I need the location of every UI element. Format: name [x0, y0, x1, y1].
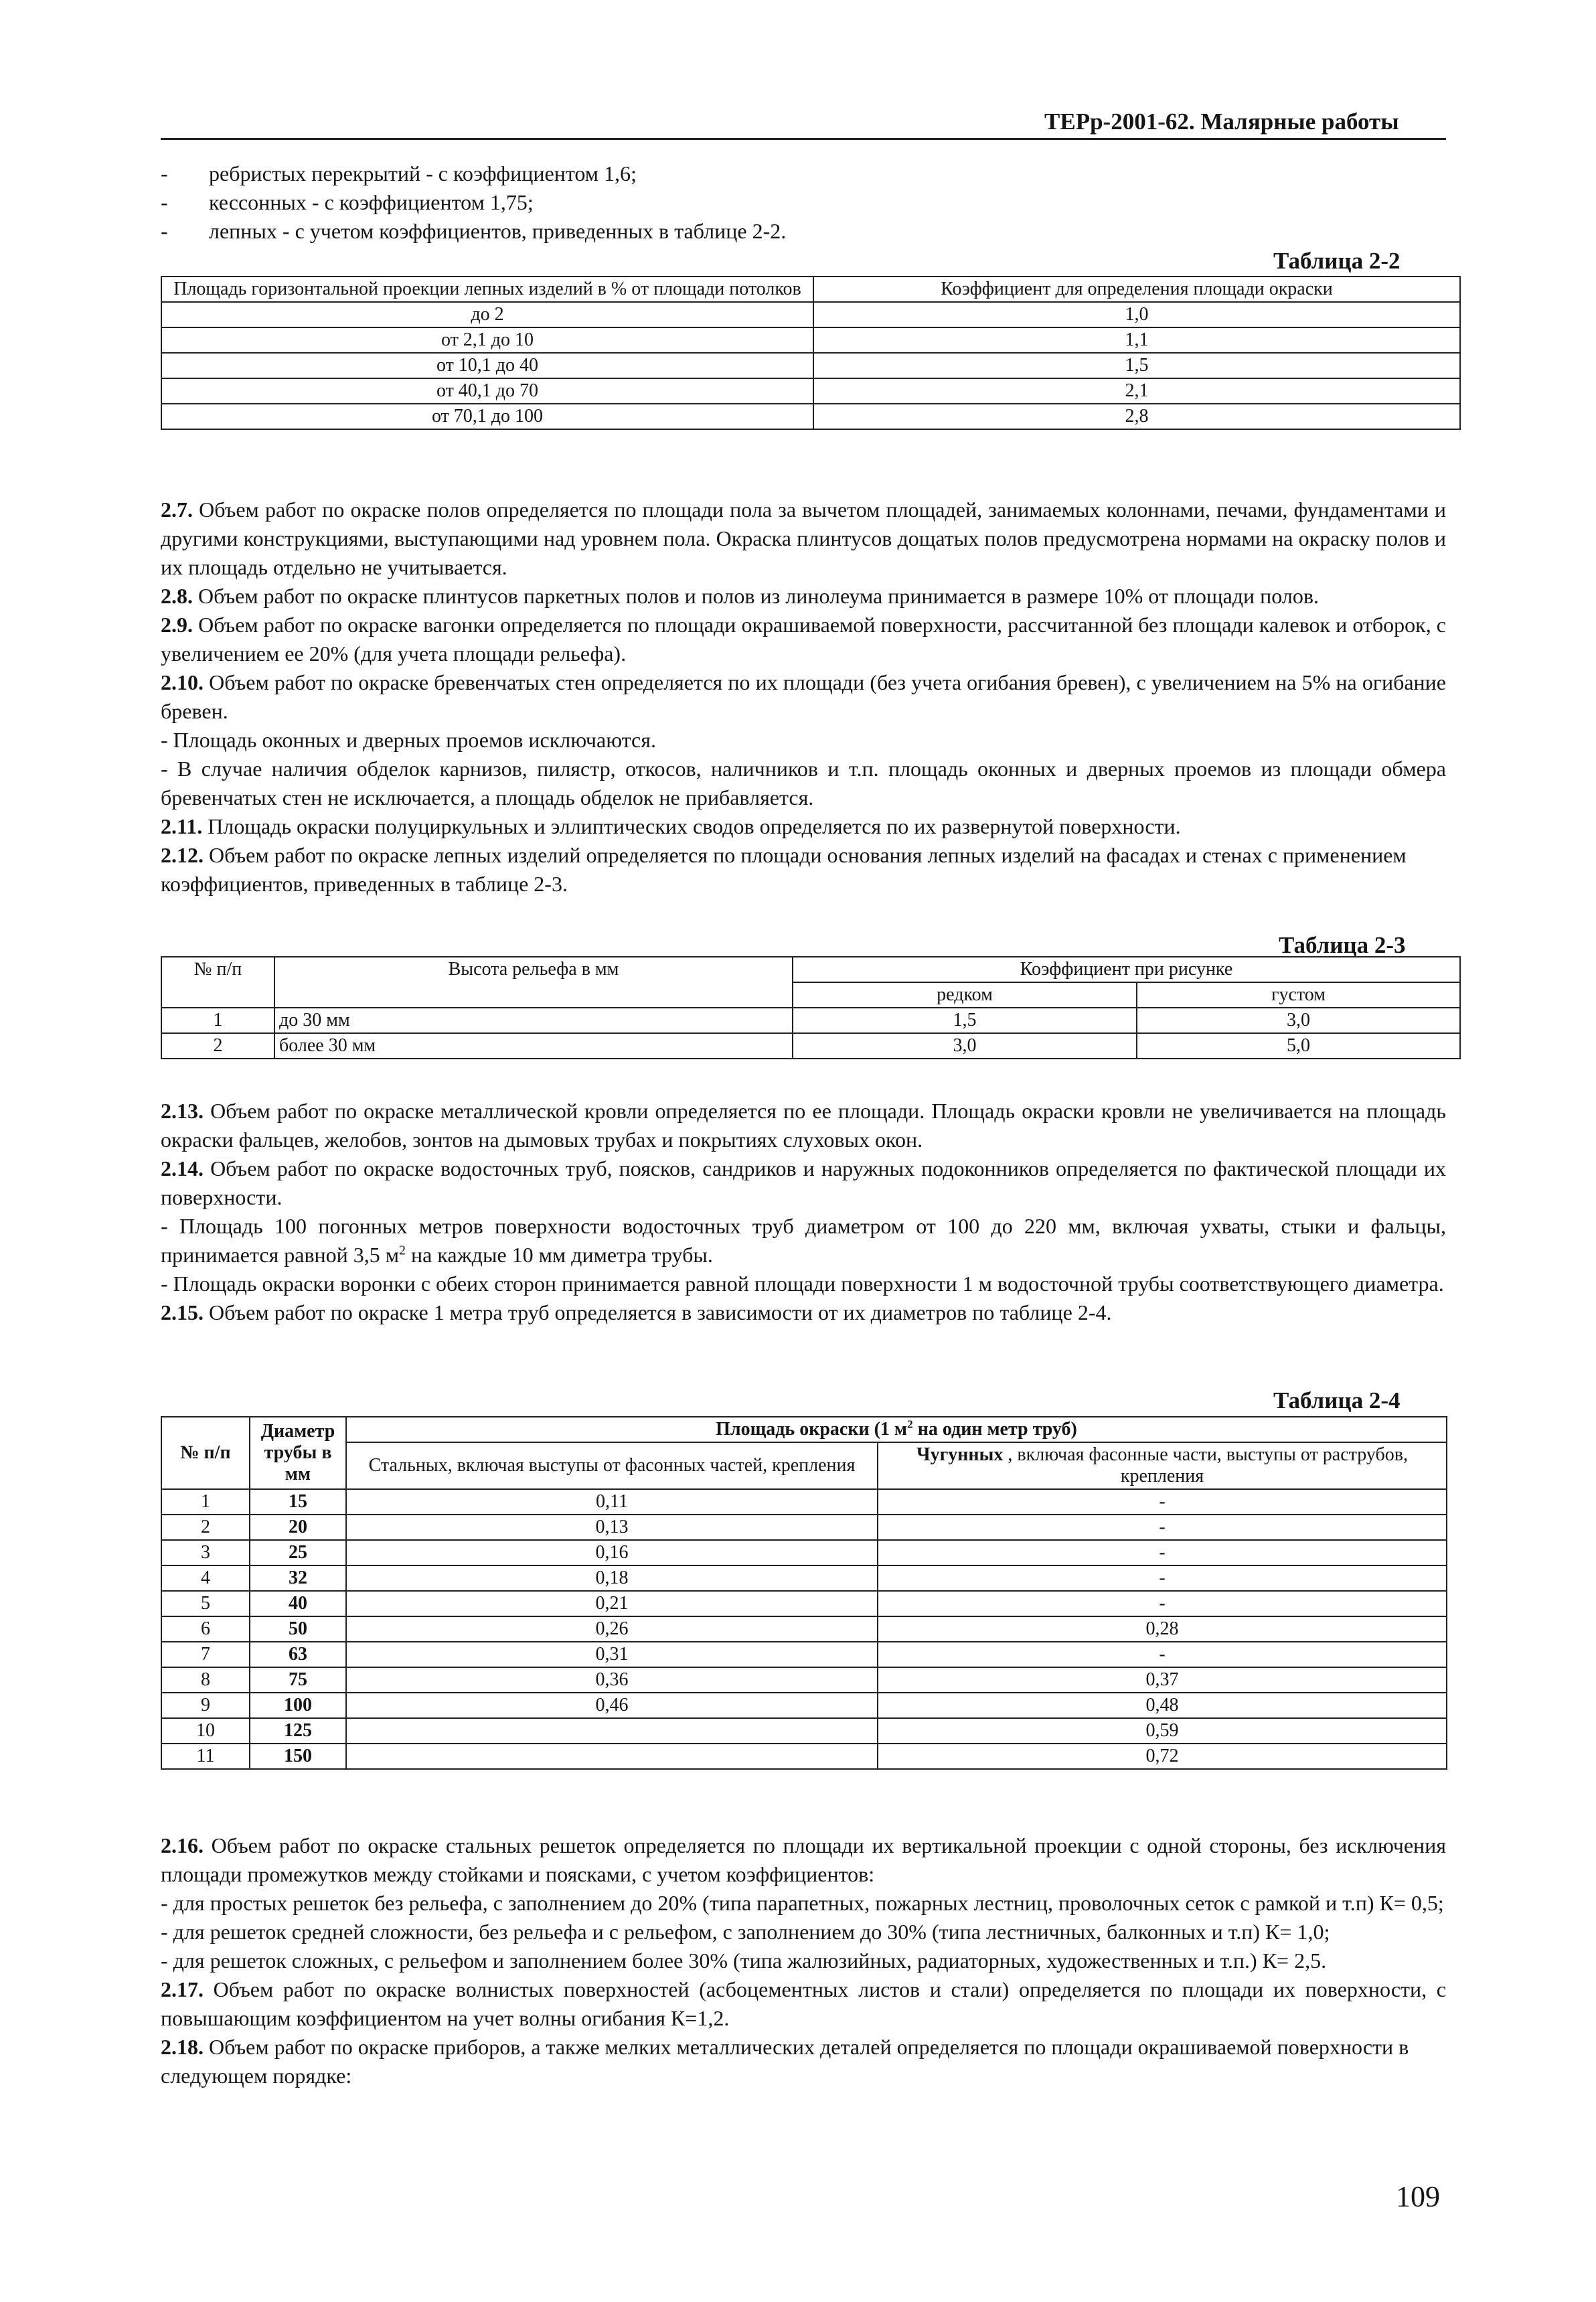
- table-2-3: [161, 956, 1461, 1059]
- table-row: [161, 1033, 1460, 1059]
- intro-list: [161, 159, 1446, 246]
- table-row: [161, 1515, 1447, 1540]
- table-cell: 11: [161, 1744, 250, 1769]
- table-cell: 125: [250, 1718, 346, 1744]
- table-header-cell: редком: [793, 982, 1137, 1008]
- table-header-row: [161, 277, 1460, 302]
- table-cell: 5: [161, 1591, 250, 1616]
- table-cell: 0,18: [346, 1565, 878, 1591]
- table-header-row: [161, 1442, 1447, 1489]
- table-cell: 5,0: [1137, 1033, 1460, 1059]
- table-cell: 9: [161, 1693, 250, 1718]
- table-cell: 0,48: [878, 1693, 1447, 1718]
- table-row: [161, 1667, 1447, 1693]
- table-row: [161, 1591, 1447, 1616]
- table-row: [161, 1642, 1447, 1667]
- paragraph: - для простых решеток без рельефа, с заполнением до 20% (типа парапетных, пожарных лестниц, проволочных сеток с рамкой и т.п) К= 0,5;: [161, 1891, 1444, 1915]
- table-cell: 63: [250, 1642, 346, 1667]
- table-row: [161, 1693, 1447, 1718]
- table-cell: 40: [250, 1591, 346, 1616]
- paragraph: 2.8. Объем работ по окраске плинтусов паркетных полов и полов из линолеума принимается в размере 10% от площади полов.: [161, 584, 1319, 608]
- table-cell: более 30 мм: [274, 1033, 793, 1059]
- header-rule: [161, 138, 1446, 140]
- table-row: [161, 1540, 1447, 1565]
- table-header-cell: Площадь горизонтальной проекции лепных изделий в % от площади потолков: [161, 277, 813, 302]
- table-cell: -: [878, 1591, 1447, 1616]
- table-cell: 15: [250, 1489, 346, 1515]
- table-cell: 0,72: [878, 1744, 1447, 1769]
- table-cell: 32: [250, 1565, 346, 1591]
- paragraph: 2.15. Объем работ по окраске 1 метра труб определяется в зависимости от их диаметров по таблице 2-4.: [161, 1300, 1112, 1324]
- table-cell: 1,1: [813, 327, 1460, 353]
- table-2-2-title: Таблица 2-2: [1273, 248, 1401, 274]
- table-cell: 2,1: [813, 378, 1460, 404]
- paragraphs-2-13-to-2-15: [161, 1097, 1446, 1327]
- table-row: [161, 1565, 1447, 1591]
- table-cell: 7: [161, 1642, 250, 1667]
- table-header-cell: Коэффициент при рисунке: [793, 957, 1460, 982]
- table-cell: 1,5: [793, 1008, 1137, 1033]
- table-header-cell: Стальных, включая выступы от фасонных частей, крепления: [346, 1442, 878, 1489]
- intro-item: - ребристых перекрытий - с коэффициентом 1,6;: [161, 161, 637, 185]
- table-cell: -: [878, 1642, 1447, 1667]
- table-cell: от 70,1 до 100: [161, 404, 813, 429]
- table-cell: -: [878, 1565, 1447, 1591]
- table-2-4: [161, 1416, 1447, 1770]
- table-header-row: [161, 1417, 1447, 1442]
- table-cell: 0,21: [346, 1591, 878, 1616]
- table-cell: -: [878, 1540, 1447, 1565]
- table-cell: 1: [161, 1489, 250, 1515]
- table-cell: 0,37: [878, 1667, 1447, 1693]
- table-header-cell: Диаметр трубы в мм: [250, 1417, 346, 1489]
- paragraph: - для решеток средней сложности, без рельефа и с рельефом, с заполнением до 30% (типа лестничных, балконных и т.п) К= 1,0;: [161, 1920, 1330, 1944]
- paragraphs-2-7-to-2-12: [161, 495, 1446, 899]
- table-header-cell: Коэффициент для определения площади окраски: [813, 277, 1460, 302]
- paragraph: 2.9. Объем работ по окраске вагонки определяется по площади окрашиваемой поверхности, рассчитанной без площади калевок и отборок, с увеличением ее 20% (для учета площади рельефа).: [161, 613, 1446, 666]
- table-cell: 2,8: [813, 404, 1460, 429]
- table-cell: 0,28: [878, 1616, 1447, 1642]
- paragraph: 2.14. Объем работ по окраске водосточных труб, поясков, сандриков и наружных подоконников определяется по фактической площади их поверхности.: [161, 1156, 1446, 1209]
- table-cell: 100: [250, 1693, 346, 1718]
- paragraphs-2-16-to-2-18: [161, 1831, 1446, 2090]
- table-header-cell: Площадь окраски (1 $м^2$ на один метр труб): [346, 1417, 1447, 1442]
- paragraph: 2.13. Объем работ по окраске металлической кровли определяется по ее площади. Площадь окраски кровли не увеличивается на площадь окраски фальцев, желобов, зонтов на дымовых трубах и покрытиях слуховых окон.: [161, 1099, 1446, 1152]
- table-cell: 10: [161, 1718, 250, 1744]
- table-cell: -: [878, 1515, 1447, 1540]
- table-header-cell: № п/п: [161, 1417, 250, 1489]
- table-cell: 2: [161, 1515, 250, 1540]
- table-header-cell: Высота рельефа в мм: [274, 957, 793, 1008]
- paragraph: 2.18. Объем работ по окраске приборов, а также мелких металлических деталей определяется по площади окрашиваемой поверхности в следующем порядке:: [161, 2035, 1409, 2088]
- page-number: 109: [1396, 2180, 1440, 2213]
- table-2-4-body: [161, 1489, 1447, 1769]
- table-cell: 0,16: [346, 1540, 878, 1565]
- table-row: [161, 404, 1460, 429]
- table-header-row: [161, 957, 1460, 982]
- table-row: [161, 302, 1460, 327]
- intro-item: - лепных - с учетом коэффициентов, приведенных в таблице 2-2.: [161, 219, 787, 243]
- table-header-cell: Чугунных , включая фасонные части, выступы от раструбов, крепления: [878, 1442, 1447, 1489]
- table-cell: 6: [161, 1616, 250, 1642]
- table-row: [161, 1008, 1460, 1033]
- table-cell: до 2: [161, 302, 813, 327]
- table-row: [161, 1489, 1447, 1515]
- table-cell: от 40,1 до 70: [161, 378, 813, 404]
- table-cell: 3: [161, 1540, 250, 1565]
- table-header-cell: густом: [1137, 982, 1460, 1008]
- paragraph: - Площадь окраски воронки с обеих сторон принимается равной площади поверхности 1 м водосточной трубы соответствующего диаметра.: [161, 1272, 1444, 1296]
- table-row: [161, 327, 1460, 353]
- table-cell: -: [878, 1489, 1447, 1515]
- table-header-cell: № п/п: [161, 957, 274, 1008]
- paragraph: 2.12. Объем работ по окраске лепных изделий определяется по площади основания лепных изделий на фасадах и стенах с применением коэффициентов, приведенных в таблице 2-3.: [161, 843, 1407, 896]
- table-cell: 20: [250, 1515, 346, 1540]
- table-cell: 0,59: [878, 1718, 1447, 1744]
- table-cell: 3,0: [793, 1033, 1137, 1059]
- table-2-2: [161, 276, 1461, 430]
- table-row: [161, 353, 1460, 378]
- table-cell: 2: [161, 1033, 274, 1059]
- table-cell: [346, 1718, 878, 1744]
- table-cell: 150: [250, 1744, 346, 1769]
- table-cell: 0,36: [346, 1667, 878, 1693]
- table-cell: 75: [250, 1667, 346, 1693]
- table-cell: 8: [161, 1667, 250, 1693]
- table-row: [161, 1744, 1447, 1769]
- table-cell: 3,0: [1137, 1008, 1460, 1033]
- paragraph: 2.17. Объем работ по окраске волнистых поверхностей (асбоцементных листов и стали) определяется по площади их поверхности, с повышающим коэффициентом на учет волны огибания К=1,2.: [161, 1977, 1446, 2030]
- table-cell: 0,13: [346, 1515, 878, 1540]
- paragraph: 2.16. Объем работ по окраске стальных решеток определяется по площади их вертикальной проекции с одной стороны, без исключения площади промежутков между стойками и поясками, с учетом коэффициентов:: [161, 1833, 1446, 1886]
- table-cell: от 10,1 до 40: [161, 353, 813, 378]
- paragraph: - для решеток сложных, с рельефом и заполнением более 30% (типа жалюзийных, радиаторных, художественных и т.п.) К= 2,5.: [161, 1948, 1327, 1973]
- table-2-3-title: Таблица 2-3: [1279, 932, 1406, 958]
- paragraph: 2.10. Объем работ по окраске бревенчатых стен определяется по их площади (без учета огибания бревен), с увеличением на 5% на огибание бревен.: [161, 670, 1446, 723]
- running-header: ТЕРр-2001-62. Малярные работы: [1044, 108, 1399, 135]
- paragraph: - Площадь оконных и дверных проемов исключаются.: [161, 728, 656, 752]
- table-cell: 1,5: [813, 353, 1460, 378]
- paragraph: 2.7. Объем работ по окраске полов определяется по площади пола за вычетом площадей, занимаемых колоннами, печами, фундаментами и другими конструкциями, выступающими над уровнем пола. Окраска плинтусов дощатых полов предусмотрена нормами на окраску полов и их площадь отдельно не учитывается.: [161, 497, 1446, 579]
- table-cell: 1,0: [813, 302, 1460, 327]
- table-cell: [346, 1744, 878, 1769]
- table-cell: 0,46: [346, 1693, 878, 1718]
- table-cell: до 30 мм: [274, 1008, 793, 1033]
- table-cell: 0,31: [346, 1642, 878, 1667]
- table-cell: от 2,1 до 10: [161, 327, 813, 353]
- paragraph: 2.11. Площадь окраски полуциркульных и эллиптических сводов определяется по их развернутой поверхности.: [161, 814, 1181, 838]
- table-cell: 1: [161, 1008, 274, 1033]
- table-cell: 0,11: [346, 1489, 878, 1515]
- table-row: [161, 1616, 1447, 1642]
- table-row: [161, 378, 1460, 404]
- paragraph: - В случае наличия обделок карнизов, пилястр, откосов, наличников и т.п. площадь оконных и дверных проемов из площади обмера бревенчатых стен не исключается, а площадь обделок не прибавляется.: [161, 757, 1446, 810]
- table-row: [161, 1718, 1447, 1744]
- table-2-4-title: Таблица 2-4: [1273, 1387, 1401, 1413]
- table-cell: 25: [250, 1540, 346, 1565]
- table-cell: 0,26: [346, 1616, 878, 1642]
- paragraph: - Площадь 100 погонных метров поверхности водосточных труб диаметром от 100 до 220 мм, включая ухваты, стыки и фальцы, принимается равной 3,5 $м^2$ на каждые 10 мм диметра трубы.: [161, 1214, 1446, 1267]
- table-cell: 50: [250, 1616, 346, 1642]
- intro-item: - кессонных - с коэффициентом 1,75;: [161, 190, 534, 214]
- table-cell: 4: [161, 1565, 250, 1591]
